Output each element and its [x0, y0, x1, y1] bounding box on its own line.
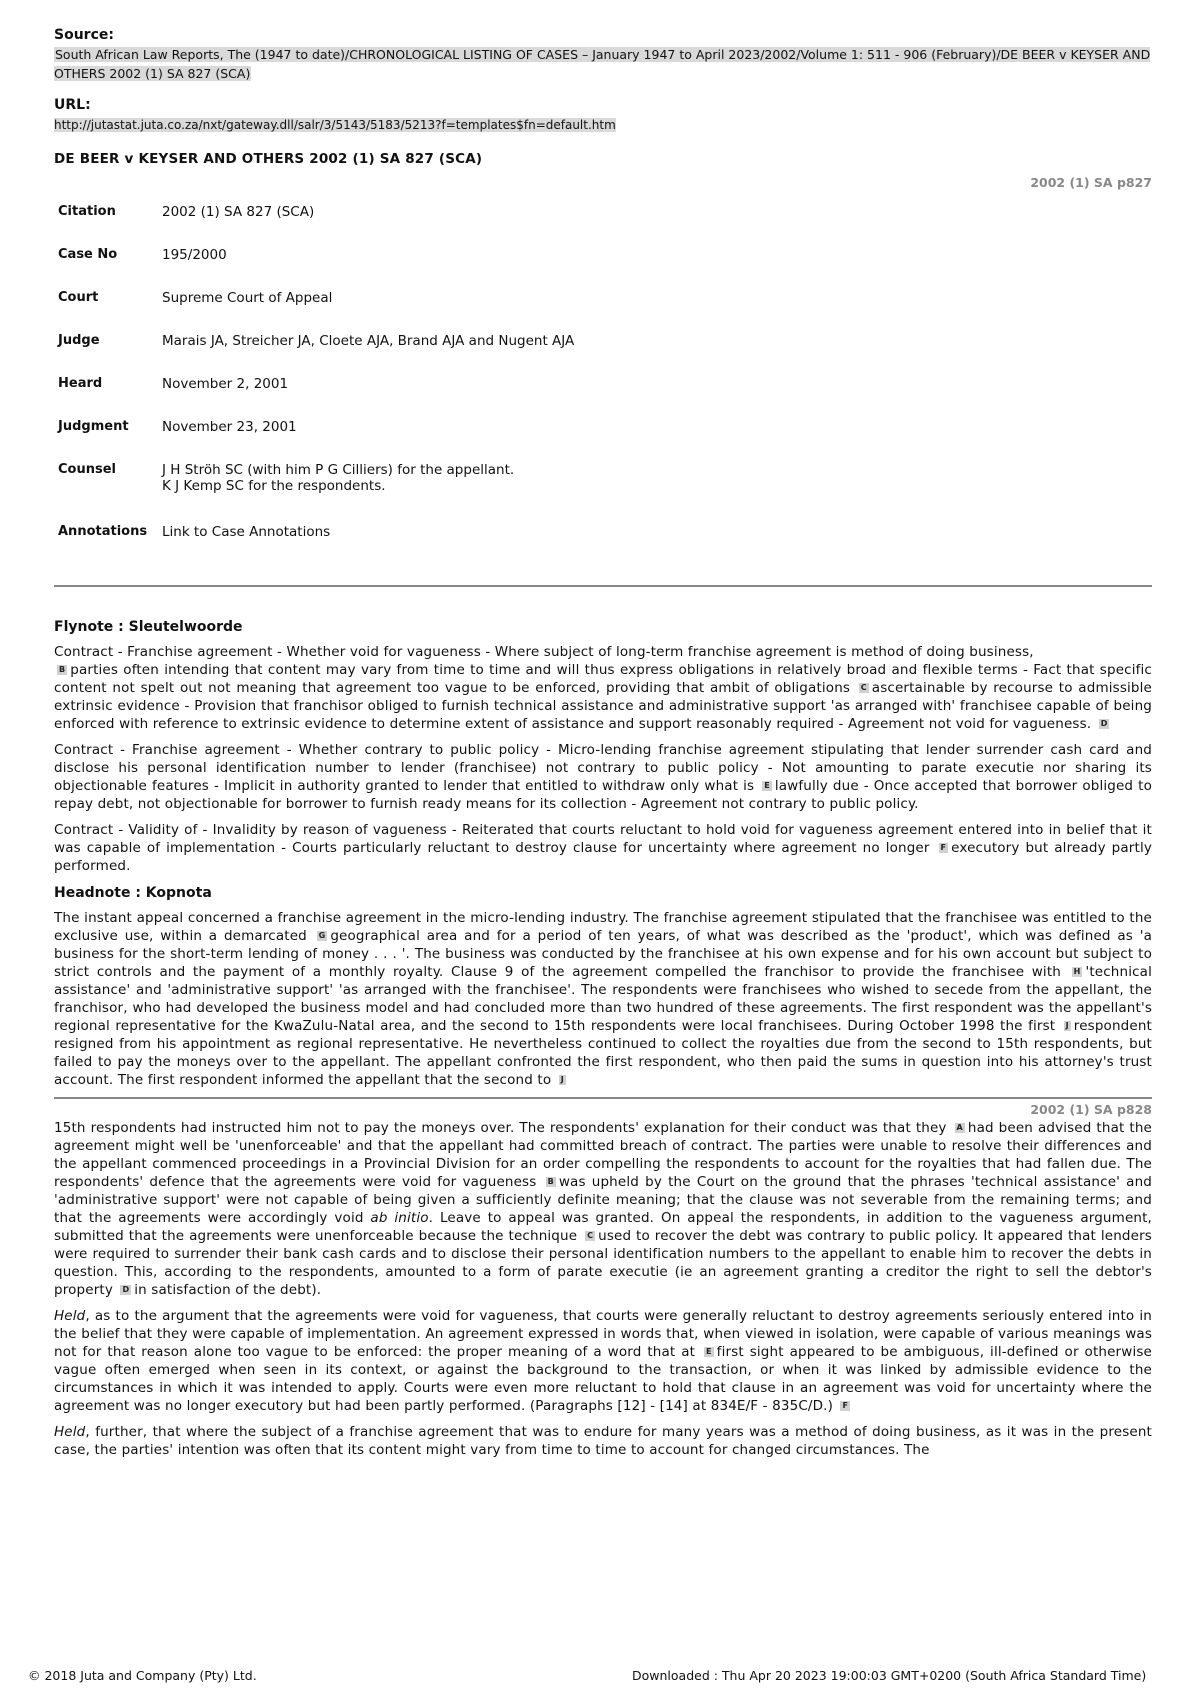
meta-key: Judge — [58, 333, 100, 348]
meta-key: Court — [58, 290, 99, 305]
counsel-appellant: J H Ströh SC (with him P G Cilliers) for the appellant. — [162, 462, 515, 478]
meta-key: Citation — [58, 204, 116, 219]
source-label: Source: — [54, 27, 114, 43]
meta-value: November 2, 2001 — [162, 376, 289, 392]
text-run: respondent resigned from his appointment as regional representative. He nevertheless continued to collect the royalties due from the second to 15th respondents, but failed to pay the moneys over to the appellant. The appellant confronted the first respondent, who then paid the sums in question into his attorney's trust account. The first respondent informed the appellant that the second to — [54, 1018, 1152, 1088]
meta-key: Counsel — [58, 462, 116, 477]
italic-text: Held — [54, 1308, 86, 1324]
headnote-heading: Headnote : Kopnota — [54, 885, 212, 901]
margin-marker: C — [587, 1231, 594, 1240]
margin-marker: H — [1073, 967, 1081, 976]
url-label: URL: — [54, 97, 91, 113]
page-reference: 2002 (1) SA p827 — [1030, 175, 1152, 190]
headnote-paragraph — [54, 1307, 1152, 1415]
margin-marker: F — [940, 843, 947, 852]
case-title: DE BEER v KEYSER AND OTHERS 2002 (1) SA 827 (SCA) — [54, 151, 483, 167]
text-run: was upheld by the Court on the ground that the phrases 'technical assistance' and 'administrative support' were not capable of being given a sufficiently definite meaning; that the clause was not severable from the remaining terms; and that the agreements were accordingly void — [54, 1174, 1152, 1226]
meta-row-counsel — [58, 462, 574, 524]
margin-marker: B — [59, 665, 66, 674]
headnote-paragraph — [54, 1423, 1152, 1459]
meta-row-court — [58, 290, 574, 333]
meta-key: Heard — [58, 376, 103, 391]
meta-row-citation — [58, 204, 574, 247]
flynote-heading: Flynote : Sleutelwoorde — [54, 619, 243, 635]
margin-marker: E — [706, 1347, 712, 1356]
meta-value — [162, 462, 574, 524]
page-reference: 2002 (1) SA p828 — [1030, 1102, 1152, 1117]
text-run: Contract - Franchise agreement - Whether void for vagueness - Where subject of long-term franchise agreement is method of doing business, — [54, 644, 1034, 660]
text-run: 'technical assistance' and 'administrative support' 'as arranged with the franchisee'. The respondents were franchisees who wished to secede from the appellant, the franchisor, who had developed the business model and had concluded more than two hundred of these agreements. The first respondent was the appellant's regional representative for the KwaZulu-Natal area, and the second to 15th respondents were local franchisees. During October 1998 the first — [54, 964, 1152, 1034]
meta-key: Judgment — [58, 419, 129, 434]
italic-text: ab initio — [370, 1210, 429, 1226]
margin-marker: C — [860, 683, 867, 692]
headnote-paragraph — [54, 1119, 1152, 1299]
margin-marker: D — [122, 1285, 130, 1294]
text-run: executory but already partly performed. — [54, 840, 1152, 874]
url-block — [54, 96, 1152, 133]
meta-key: Case No — [58, 247, 118, 262]
text-run: 15th respondents had instructed him not to pay the moneys over. The respondents' explanation for their conduct was that they — [54, 1120, 947, 1136]
source-text: South African Law Reports, The (1947 to date)/CHRONOLOGICAL LISTING OF CASES – January 1947 to April 2023/2002/Volume 1: 511 - 906 (February)/DE BEER v KEYSER AND OTHERS 2002 (1) SA 827 (SCA) — [54, 47, 1151, 81]
margin-marker: F — [842, 1401, 849, 1410]
text-run: Contract - Franchise agreement - Whether contrary to public policy - Micro-lending franchise agreement stipulating that lender surrender cash card and disclose his personal identification number to lender (franchisee) not contrary to public policy - Not amounting to parate executie nor sharing its objectionable features - Implicit in authority granted to lender that entitled to withdraw only what is — [54, 742, 1152, 794]
text-run: first sight appeared to be ambiguous, ill-defined or otherwise vague often emerged when seen in its context, or against the background to the transaction, or when it was linked by admissible evidence to the circumstances in which it was intended to apply. Courts were even more reluctant to hold that clause in an agreement was void for uncertainty where the agreement was no longer executory but had been partly performed. (Paragraphs [12] - [14] at 834E/F - 835C/D.) — [54, 1344, 1152, 1414]
margin-marker: B — [547, 1177, 554, 1186]
annotations-link[interactable]: Link to Case Annotations — [162, 524, 331, 540]
meta-key: Annotations — [58, 524, 148, 539]
flynote-paragraph — [54, 821, 1152, 875]
url-link[interactable]: http://jutastat.juta.co.za/nxt/gateway.dll/salr/3/5143/5183/5213?f=templates$fn=default.htm — [54, 118, 616, 132]
meta-row-heard — [58, 376, 574, 419]
meta-row-judgment — [58, 419, 574, 462]
margin-marker: A — [956, 1123, 963, 1132]
margin-marker: E — [764, 781, 770, 790]
source-block — [54, 26, 1152, 82]
meta-value: 195/2000 — [162, 247, 227, 263]
headnote-paragraph — [54, 909, 1152, 1089]
margin-marker: J — [560, 1075, 564, 1084]
margin-marker: J — [1065, 1021, 1069, 1030]
meta-value: Marais JA, Streicher JA, Cloete AJA, Brand AJA and Nugent AJA — [162, 333, 575, 349]
text-run: had been advised that the agreement might well be 'unenforceable' and that the appellant had committed breach of contract. The parties were unable to resolve their differences and the appellant commenced proceedings in a Provincial Division for an order compelling the respondents to account for the royalties that had fallen due. The respondents' defence that the agreements were void for vagueness — [54, 1120, 1152, 1190]
text-run: in satisfaction of the debt). — [134, 1282, 322, 1298]
meta-row-annotations — [58, 524, 574, 567]
document-page — [54, 26, 1152, 1467]
meta-row-caseno — [58, 247, 574, 290]
text-run: geographical area and for a period of ten years, of what was described as the 'product', which was defined as 'a business for the short-term lending of money . . . '. The business was conducted by the franchisee at his own expense and for his own account but subject to strict controls and the payment of a monthly royalty. Clause 9 of the agreement compelled the franchisor to provide the franchisee with — [54, 928, 1152, 980]
text-run: The instant appeal concerned a franchise agreement in the micro-lending industry. The franchise agreement stipulated that the franchisee was entitled to the exclusive use, within a demarcated — [54, 910, 1152, 944]
page-break-divider — [54, 1097, 1152, 1099]
meta-row-judge — [58, 333, 574, 376]
meta-value: November 23, 2001 — [162, 419, 297, 435]
text-run: used to recover the debt was contrary to public policy. It appeared that lenders were required to surrender their bank cash cards and to disclose their personal identification numbers to the appellant to enable him to recover the debts in question. This, according to the respondents, amounted to a form of parate executie (ie an agreement granting a creditor the right to sell the debtor's property — [54, 1228, 1152, 1298]
text-run: ascertainable by recourse to admissible extrinsic evidence - Provision that franchisor obliged to furnish technical assistance and administrative support 'as arranged with' franchisee capable of being enforced with reference to extrinsic evidence to determine extent of assistance and support reasonably required - Agreement not void for vagueness. — [54, 680, 1152, 732]
counsel-respondents: K J Kemp SC for the respondents. — [162, 478, 386, 494]
text-run: parties often intending that content may vary from time to time and will thus express obligations in relatively broad and flexible terms - Fact that specific content not spelt out not meaning that agreement too vague to be enforced, providing that ambit of obligations — [54, 662, 1152, 696]
footer-copyright: © 2018 Juta and Company (Pty) Ltd. — [28, 1668, 257, 1683]
text-run: Contract - Validity of - Invalidity by reason of vagueness - Reiterated that courts reluctant to hold void for vagueness agreement entered into in belief that it was capable of implementation - Courts particularly reluctant to destroy clause for uncertainty where agreement no longer — [54, 822, 1152, 856]
text-run: , further, that where the subject of a franchise agreement that was to endure for many years was a method of doing business, as it was in the present case, the parties' intention was often that its content might vary from time to time to account for changed circumstances. The — [54, 1424, 1152, 1458]
margin-marker: D — [1100, 719, 1108, 728]
italic-text: Held — [54, 1424, 86, 1440]
footer-download-timestamp: Downloaded : Thu Apr 20 2023 19:00:03 GMT+0200 (South Africa Standard Time) — [632, 1668, 1147, 1683]
text-run: lawfully due - Once accepted that borrower obliged to repay debt, not objectionable for borrower to furnish ready means for its collection - Agreement not contrary to public policy. — [54, 778, 1152, 812]
margin-marker: G — [318, 931, 326, 940]
case-metadata-table — [58, 204, 574, 567]
text-run: , as to the argument that the agreements were void for vagueness, that courts were generally reluctant to destroy agreements seriously entered into in the belief that they were capable of implementation. An agreement expressed in words that, when viewed in isolation, were capable of various meanings was not for that reason alone too vague to be enforced: the proper meaning of a word that at — [54, 1308, 1152, 1360]
flynote-paragraph — [54, 741, 1152, 813]
meta-value: 2002 (1) SA 827 (SCA) — [162, 204, 315, 220]
text-run: . Leave to appeal was granted. On appeal the respondents, in addition to the vagueness argument, submitted that the agreements were unenforceable because the technique — [54, 1210, 1152, 1244]
flynote-paragraph — [54, 643, 1152, 733]
meta-value: Supreme Court of Appeal — [162, 290, 333, 306]
